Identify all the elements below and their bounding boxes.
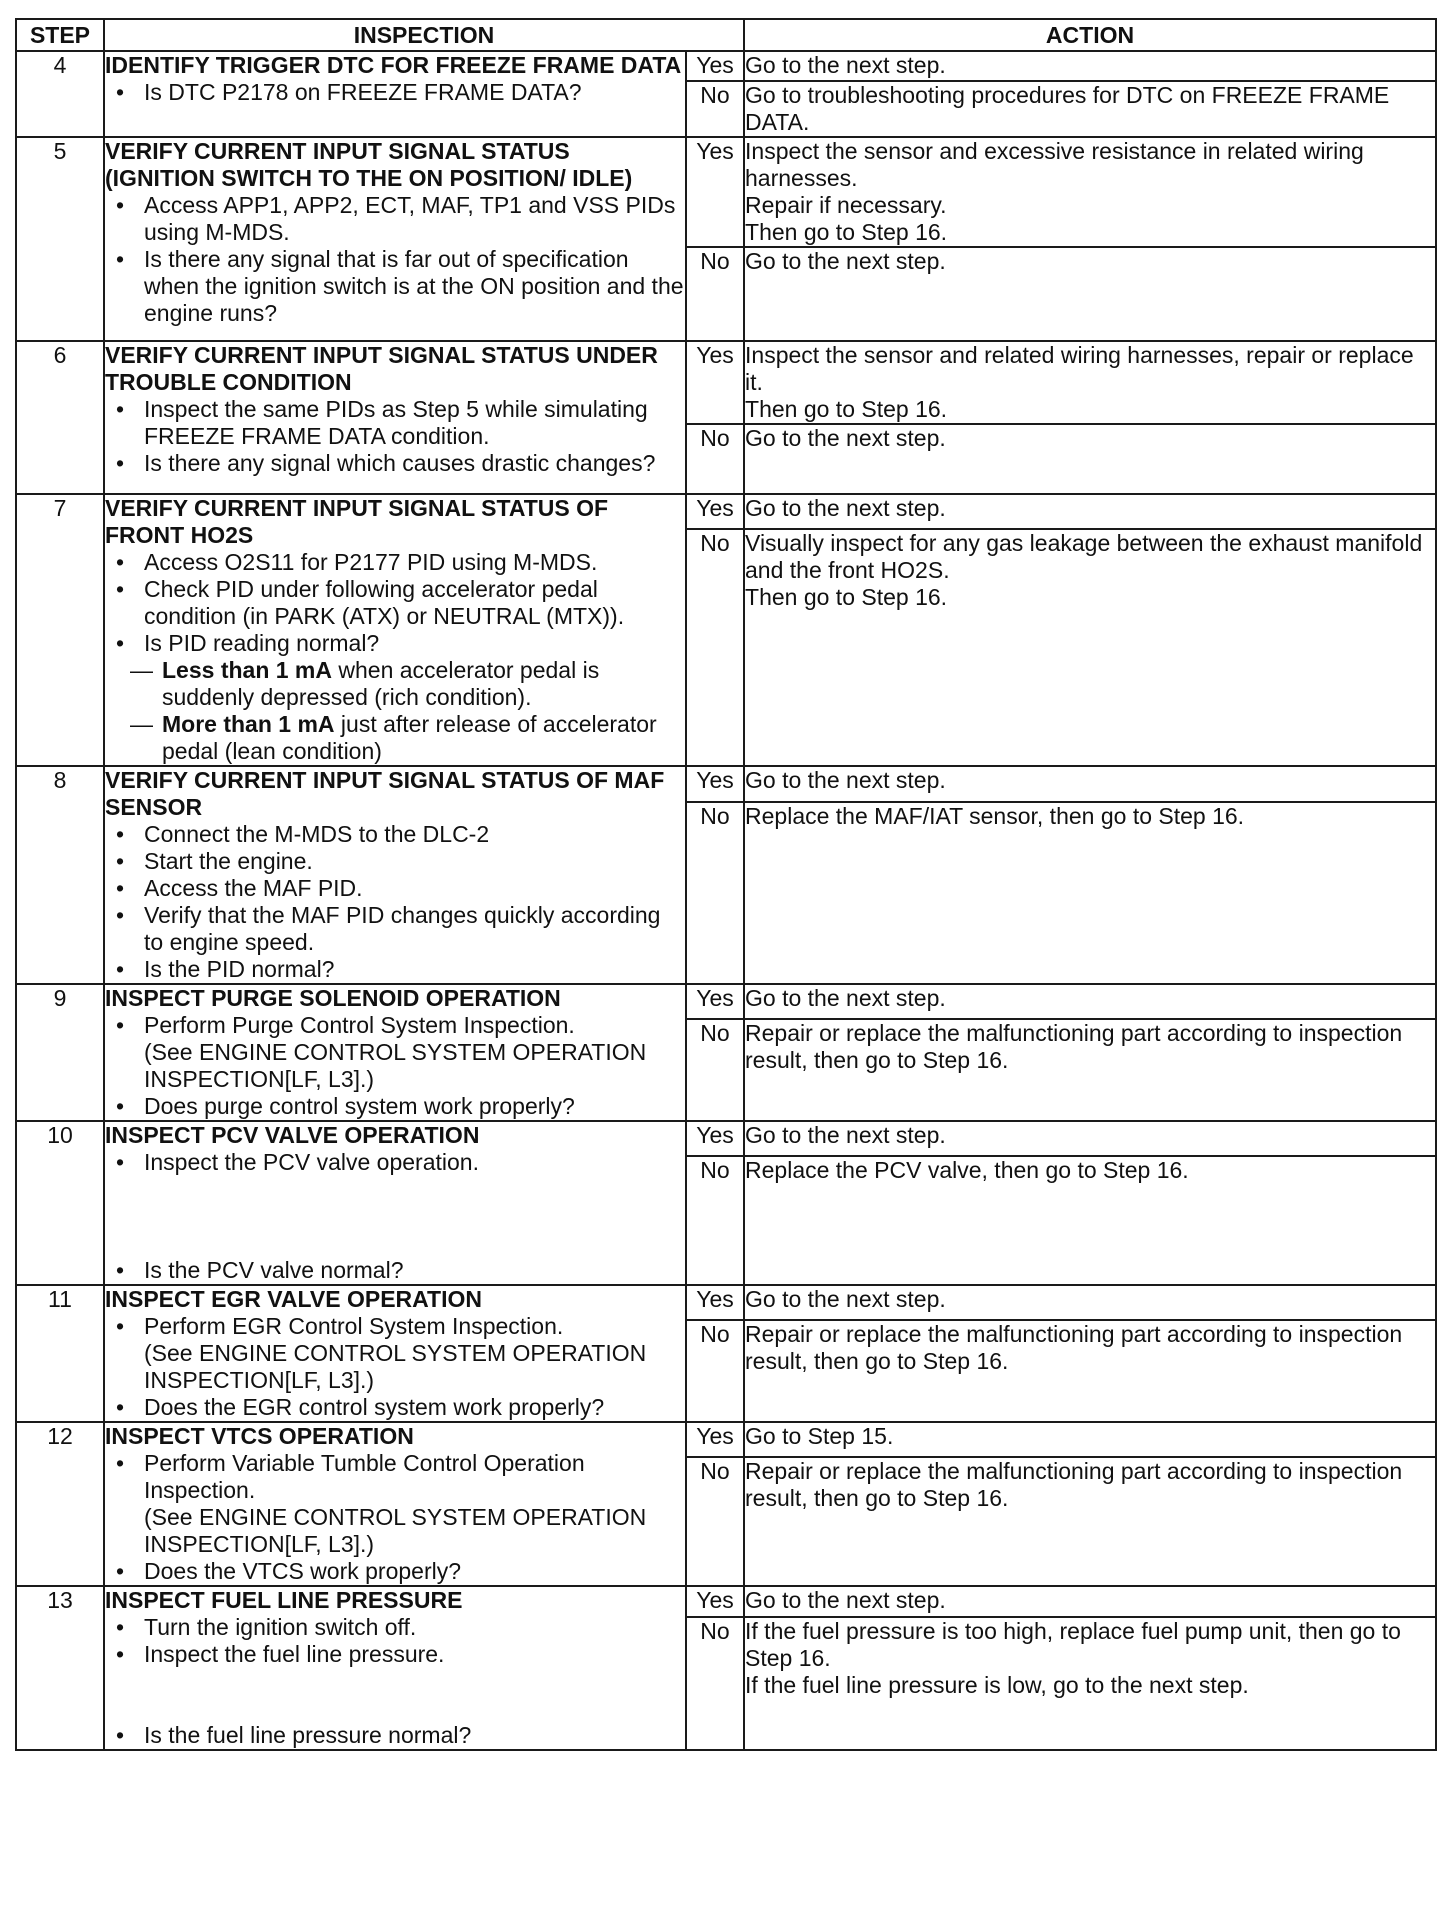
step-number: 8 xyxy=(16,766,104,984)
inspection-cell xyxy=(104,341,686,494)
no-label: No xyxy=(686,1019,744,1121)
yes-action xyxy=(744,1121,1436,1156)
inspection-item xyxy=(105,630,685,765)
inspection-title: VERIFY CURRENT INPUT SIGNAL STATUS UNDER TROUBLE CONDITION xyxy=(105,342,658,395)
no-action xyxy=(744,1019,1436,1121)
no-action xyxy=(744,424,1436,494)
inspection-list xyxy=(105,549,685,765)
yes-action xyxy=(744,137,1436,247)
inspection-item-text: Perform EGR Control System Inspection. xyxy=(144,1313,564,1339)
inspection-item-text: Inspect the PCV valve operation. xyxy=(144,1149,479,1175)
step-number: 9 xyxy=(16,984,104,1121)
inspection-item xyxy=(105,956,685,983)
inspection-item xyxy=(105,1093,685,1120)
inspection-item-text: Does purge control system work properly? xyxy=(144,1093,575,1119)
yes-action xyxy=(744,51,1436,81)
inspection-item-text: Is the fuel line pressure normal? xyxy=(144,1722,472,1748)
action-line: Repair or replace the malfunctioning part according to inspection result, then go to Step 16. xyxy=(745,1320,1403,1374)
step-row xyxy=(16,341,1436,424)
yes-label: Yes xyxy=(686,137,744,247)
inspection-item-text: Check PID under following accelerator pedal condition (in PARK (ATX) or NEUTRAL (MTX)). xyxy=(144,576,625,629)
inspection-item-text: Turn the ignition switch off. xyxy=(144,1614,417,1640)
step-number: 4 xyxy=(16,51,104,137)
inspection-item xyxy=(105,1313,685,1340)
inspection-item-text: (See ENGINE CONTROL SYSTEM OPERATION INSPECTION[LF, L3].) xyxy=(144,1039,647,1092)
step-number: 5 xyxy=(16,137,104,341)
action-line: Replace the PCV valve, then go to Step 16. xyxy=(745,1156,1189,1183)
inspection-list xyxy=(105,192,685,327)
inspection-item-text: Is DTC P2178 on FREEZE FRAME DATA? xyxy=(144,79,582,105)
inspection-item-text: (See ENGINE CONTROL SYSTEM OPERATION INSPECTION[LF, L3].) xyxy=(144,1504,647,1557)
header-step: STEP xyxy=(16,19,104,51)
yes-label: Yes xyxy=(686,766,744,802)
inspection-cell xyxy=(104,1285,686,1422)
inspection-title: INSPECT PURGE SOLENOID OPERATION xyxy=(105,985,561,1011)
troubleshooting-table xyxy=(15,18,1437,1751)
inspection-item xyxy=(105,576,685,630)
no-label: No xyxy=(686,1617,744,1750)
action-line: If the fuel pressure is too high, replace fuel pump unit, then go to Step 16. xyxy=(745,1618,1401,1672)
action-line: Go to the next step. xyxy=(745,248,946,274)
inspection-item-text: Access the MAF PID. xyxy=(144,875,363,901)
no-label: No xyxy=(686,1320,744,1422)
yes-label: Yes xyxy=(686,984,744,1019)
inspection-item xyxy=(105,549,685,576)
step-number: 13 xyxy=(16,1586,104,1750)
inspection-item xyxy=(105,1450,685,1504)
step-number: 6 xyxy=(16,341,104,494)
no-label: No xyxy=(686,424,744,494)
inspection-item xyxy=(105,902,685,956)
inspection-list xyxy=(105,1614,685,1749)
action-line: Go to troubleshooting procedures for DTC on FREEZE FRAME DATA. xyxy=(745,82,1390,135)
condition-item xyxy=(130,657,685,711)
action-line: Repair or replace the malfunctioning part according to inspection result, then go to Step 16. xyxy=(745,1457,1403,1511)
action-line: Go to the next step. xyxy=(745,1122,946,1148)
condition-list xyxy=(144,657,685,765)
inspection-item xyxy=(105,1722,685,1749)
step-row xyxy=(16,137,1436,247)
yes-label: Yes xyxy=(686,51,744,81)
inspection-item-text: Connect the M-MDS to the DLC-2 xyxy=(144,821,490,847)
yes-action xyxy=(744,341,1436,424)
step-row xyxy=(16,1285,1436,1320)
inspection-item-text: Access O2S11 for P2177 PID using M-MDS. xyxy=(144,549,598,575)
yes-label: Yes xyxy=(686,1121,744,1156)
step-row xyxy=(16,51,1436,81)
step-row xyxy=(16,1121,1436,1156)
inspection-title: VERIFY CURRENT INPUT SIGNAL STATUS OF FRONT HO2S xyxy=(105,495,609,548)
yes-action xyxy=(744,1422,1436,1457)
no-label: No xyxy=(686,529,744,766)
inspection-item xyxy=(105,1257,685,1284)
inspection-title: INSPECT EGR VALVE OPERATION xyxy=(105,1286,482,1312)
yes-action xyxy=(744,1586,1436,1617)
inspection-list xyxy=(105,79,685,106)
table-header-row xyxy=(16,19,1436,51)
condition-text: when accelerator pedal is suddenly depressed (rich condition). xyxy=(162,657,600,710)
header-action: ACTION xyxy=(744,19,1436,51)
action-line: Then go to Step 16. xyxy=(745,583,948,610)
inspection-cell xyxy=(104,137,686,341)
inspection-list xyxy=(105,1012,685,1120)
inspection-item xyxy=(105,396,685,450)
no-action xyxy=(744,1617,1436,1750)
yes-label: Yes xyxy=(686,341,744,424)
step-row xyxy=(16,766,1436,802)
action-line: Repair or replace the malfunctioning part according to inspection result, then go to Step 16. xyxy=(745,1019,1403,1073)
action-line: Go to the next step. xyxy=(745,495,946,521)
inspection-item-text: Is the PID normal? xyxy=(144,956,335,982)
inspection-item-text: Perform Variable Tumble Control Operation Inspection. xyxy=(144,1450,585,1503)
inspection-item-text: Access APP1, APP2, ECT, MAF, TP1 and VSS PIDs using M-MDS. xyxy=(144,192,676,245)
inspection-item xyxy=(105,79,685,106)
inspection-title: INSPECT FUEL LINE PRESSURE xyxy=(105,1587,463,1613)
yes-action xyxy=(744,494,1436,529)
yes-label: Yes xyxy=(686,1422,744,1457)
inspection-item-text: Does the VTCS work properly? xyxy=(144,1558,462,1584)
inspection-list xyxy=(105,1313,685,1421)
inspection-item xyxy=(105,875,685,902)
condition-item xyxy=(130,711,685,765)
step-row xyxy=(16,984,1436,1019)
no-label: No xyxy=(686,1457,744,1586)
inspection-list xyxy=(105,821,685,983)
inspection-reference xyxy=(105,1504,685,1558)
inspection-item-text: Inspect the fuel line pressure. xyxy=(144,1641,445,1667)
no-action xyxy=(744,1156,1436,1285)
inspection-cell xyxy=(104,1586,686,1750)
action-line: Then go to Step 16. xyxy=(745,219,948,245)
action-line: Go to the next step. xyxy=(745,425,946,451)
yes-action xyxy=(744,1285,1436,1320)
no-action xyxy=(744,81,1436,137)
inspection-item xyxy=(105,848,685,875)
inspection-cell xyxy=(104,494,686,766)
inspection-item xyxy=(105,1641,685,1668)
inspection-item-text: Perform Purge Control System Inspection. xyxy=(144,1012,575,1038)
step-number: 11 xyxy=(16,1285,104,1422)
yes-label: Yes xyxy=(686,494,744,529)
inspection-title: IDENTIFY TRIGGER DTC FOR FREEZE FRAME DATA xyxy=(105,52,682,78)
action-line: Visually inspect for any gas leakage between the exhaust manifold and the front HO2S. xyxy=(745,529,1423,583)
step-number: 7 xyxy=(16,494,104,766)
action-line: Go to the next step. xyxy=(745,52,946,78)
no-label: No xyxy=(686,81,744,137)
inspection-item xyxy=(105,1012,685,1039)
action-line: Then go to Step 16. xyxy=(745,396,948,422)
inspection-cell xyxy=(104,766,686,984)
inspection-reference xyxy=(105,1039,685,1093)
yes-action xyxy=(744,766,1436,802)
no-action xyxy=(744,1320,1436,1422)
inspection-item xyxy=(105,1394,685,1421)
inspection-cell xyxy=(104,1121,686,1285)
action-line: Repair if necessary. xyxy=(745,192,947,218)
inspection-item xyxy=(105,192,685,246)
action-line: Go to the next step. xyxy=(745,767,946,793)
inspection-list xyxy=(105,1149,685,1284)
inspection-item-text: Inspect the same PIDs as Step 5 while simulating FREEZE FRAME DATA condition. xyxy=(144,396,648,449)
inspection-item xyxy=(105,1614,685,1641)
no-label: No xyxy=(686,802,744,984)
inspection-list xyxy=(105,1450,685,1585)
inspection-item-text: Is there any signal which causes drastic changes? xyxy=(144,450,656,476)
inspection-cell xyxy=(104,984,686,1121)
no-label: No xyxy=(686,1156,744,1285)
no-action xyxy=(744,247,1436,341)
no-action xyxy=(744,1457,1436,1586)
inspection-item xyxy=(105,450,685,477)
inspection-reference xyxy=(105,1340,685,1394)
inspection-title: INSPECT PCV VALVE OPERATION xyxy=(105,1122,480,1148)
inspection-item-text: Is PID reading normal? xyxy=(144,630,380,656)
step-row xyxy=(16,1586,1436,1617)
inspection-item-text: Start the engine. xyxy=(144,848,313,874)
header-inspection: INSPECTION xyxy=(104,19,744,51)
inspection-title: VERIFY CURRENT INPUT SIGNAL STATUS OF MAF SENSOR xyxy=(105,767,665,820)
action-line: Go to the next step. xyxy=(745,1587,946,1613)
action-line: Go to the next step. xyxy=(745,1286,946,1312)
action-line: Replace the MAF/IAT sensor, then go to Step 16. xyxy=(745,802,1245,829)
yes-action xyxy=(744,984,1436,1019)
inspection-cell xyxy=(104,51,686,137)
action-line: If the fuel line pressure is low, go to the next step. xyxy=(745,1672,1249,1699)
inspection-item xyxy=(105,1558,685,1585)
inspection-title: INSPECT VTCS OPERATION xyxy=(105,1423,414,1449)
condition-threshold: More than 1 mA xyxy=(162,711,335,737)
step-number: 12 xyxy=(16,1422,104,1586)
inspection-item-text: Does the EGR control system work properly? xyxy=(144,1394,605,1420)
inspection-item xyxy=(105,246,685,327)
step-row xyxy=(16,494,1436,529)
action-line: Go to the next step. xyxy=(745,985,946,1011)
action-line: Go to Step 15. xyxy=(745,1423,894,1449)
step-row xyxy=(16,1422,1436,1457)
inspection-title: VERIFY CURRENT INPUT SIGNAL STATUS (IGNITION SWITCH TO THE ON POSITION/ IDLE) xyxy=(105,138,633,191)
table-body xyxy=(16,51,1436,1750)
inspection-item xyxy=(105,1149,685,1176)
no-action xyxy=(744,529,1436,766)
step-number: 10 xyxy=(16,1121,104,1285)
inspection-item xyxy=(105,821,685,848)
yes-label: Yes xyxy=(686,1586,744,1617)
action-line: Inspect the sensor and excessive resistance in related wiring harnesses. xyxy=(745,138,1364,191)
inspection-item-text: Is the PCV valve normal? xyxy=(144,1257,404,1283)
inspection-item-text: Is there any signal that is far out of specification when the ignition switch is at the ON position and the engine runs? xyxy=(144,246,684,326)
inspection-list xyxy=(105,396,685,477)
inspection-item-text: (See ENGINE CONTROL SYSTEM OPERATION INSPECTION[LF, L3].) xyxy=(144,1340,647,1393)
action-line: Inspect the sensor and related wiring harnesses, repair or replace it. xyxy=(745,342,1414,395)
no-action xyxy=(744,802,1436,984)
condition-text: just after release of accelerator pedal (lean condition) xyxy=(162,711,657,764)
condition-threshold: Less than 1 mA xyxy=(162,657,332,683)
inspection-cell xyxy=(104,1422,686,1586)
yes-label: Yes xyxy=(686,1285,744,1320)
inspection-item-text: Verify that the MAF PID changes quickly according to engine speed. xyxy=(144,902,661,955)
no-label: No xyxy=(686,247,744,341)
